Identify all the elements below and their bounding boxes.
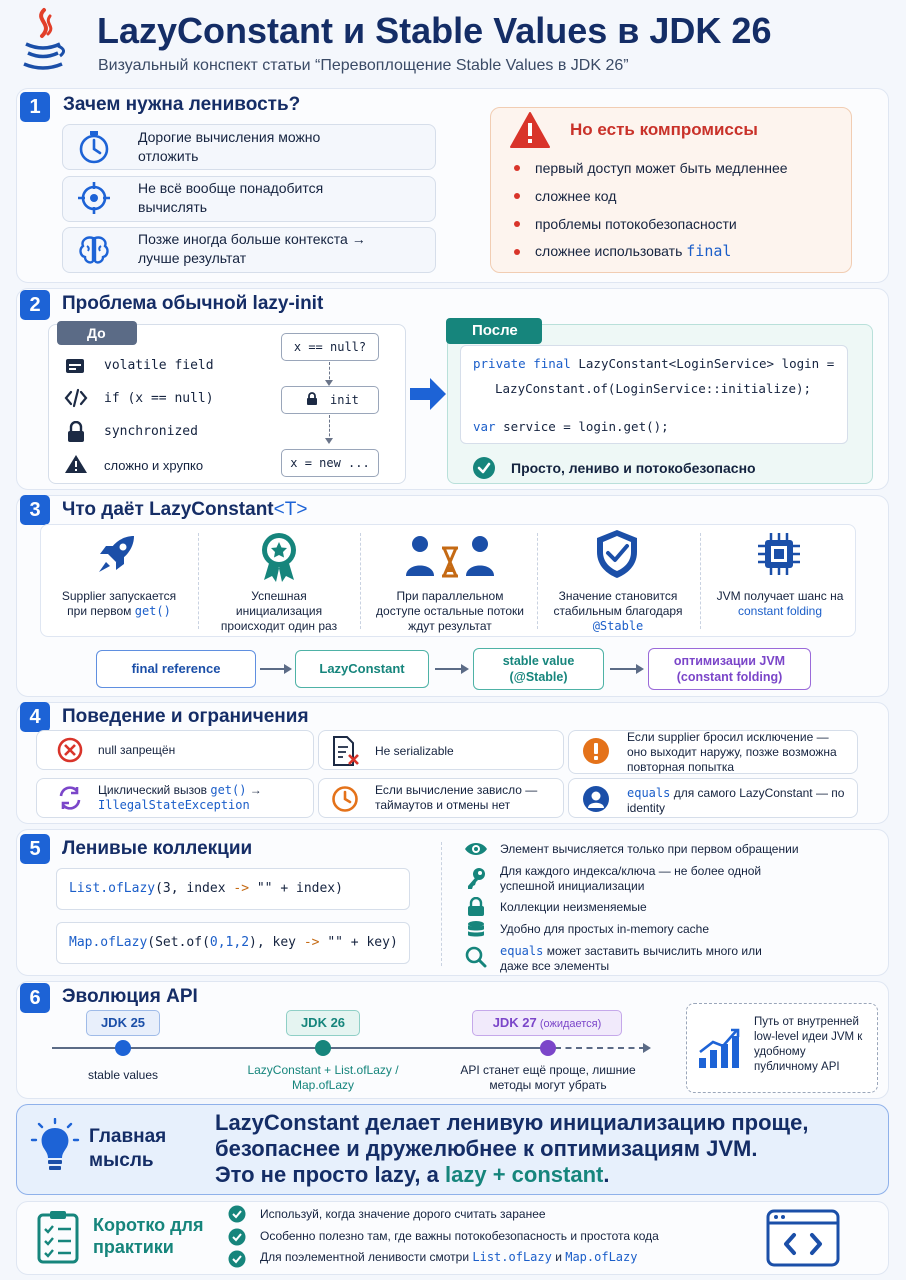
collection-feature bbox=[500, 944, 790, 974]
code-keyword: var bbox=[473, 419, 496, 434]
people-hourglass-icon bbox=[404, 534, 496, 583]
page-subtitle: Визуальный конспект статьи “Перевоплощение Stable Values в JDK 26” bbox=[98, 57, 629, 74]
section-4-number: 4 bbox=[20, 702, 50, 732]
key-icon bbox=[465, 866, 487, 895]
section-2-number: 2 bbox=[20, 290, 50, 320]
tradeoff-text bbox=[535, 242, 731, 261]
collection-feature: Удобно для простых in-memory cache bbox=[500, 922, 710, 936]
section-3-title-generic: <T> bbox=[273, 499, 308, 520]
main-idea-label: Главная мысль bbox=[89, 1126, 167, 1171]
milestone-version: JDK 27 bbox=[492, 1015, 537, 1030]
feature-text: При параллельном доступе остальные потоки ждут результат bbox=[376, 589, 524, 633]
code-text: LazyConstant<LoginService> login = bbox=[570, 356, 835, 371]
feature-text-main: Значение становится стабильным благодаря bbox=[553, 589, 683, 618]
main-idea-text: . bbox=[603, 1162, 610, 1187]
behavior-code: equals bbox=[627, 786, 671, 800]
section-6-number: 6 bbox=[20, 983, 50, 1013]
section-1-title: Зачем нужна ленивость? bbox=[63, 94, 301, 115]
milestone-label bbox=[472, 1010, 622, 1036]
practice-item: Особенно полезно там, где важны потокобезопасность и простота кода bbox=[260, 1229, 659, 1243]
chain-arrow-head bbox=[636, 664, 644, 674]
code-method: Map.ofLazy bbox=[69, 935, 148, 950]
collection-feature-text: может заставить вычислить много или даже все элементы bbox=[500, 944, 762, 973]
tradeoff-bullet bbox=[514, 221, 520, 227]
section-4-title: Поведение и ограничения bbox=[62, 706, 309, 727]
divider bbox=[198, 533, 199, 629]
main-idea-highlight: lazy + constant bbox=[445, 1162, 604, 1187]
main-idea-text: Это не просто lazy, а bbox=[215, 1162, 445, 1187]
cycle-icon bbox=[57, 785, 83, 816]
code-arrow: -> bbox=[233, 881, 250, 896]
code-text: "" + key) bbox=[319, 935, 398, 950]
feature-text: Успешная инициализация происходит один раз bbox=[220, 589, 338, 633]
target-icon bbox=[76, 180, 112, 221]
collection-feature: Элемент вычисляется только при первом обращении bbox=[500, 842, 799, 856]
flow-step: init bbox=[330, 393, 359, 407]
tradeoffs-title: Но есть компромиссы bbox=[570, 120, 758, 139]
before-item: if (x == null) bbox=[104, 391, 214, 406]
divider bbox=[360, 533, 361, 629]
page-title: LazyConstant и Stable Values в JDK 26 bbox=[97, 10, 772, 51]
search-icon bbox=[465, 946, 487, 973]
forbidden-icon bbox=[57, 737, 83, 768]
section-3-title bbox=[62, 499, 307, 521]
divider bbox=[537, 533, 538, 629]
lazy-reason-text: Дорогие вычисления можно отложить bbox=[138, 129, 321, 164]
milestone-desc: LazyConstant + List.ofLazy / Map.ofLazy bbox=[247, 1063, 399, 1092]
milestone-dot bbox=[315, 1040, 331, 1056]
practice-item bbox=[260, 1250, 637, 1265]
shield-check-icon bbox=[594, 528, 640, 585]
feature-text bbox=[548, 589, 688, 634]
divider bbox=[700, 533, 701, 629]
chain-arrow bbox=[435, 668, 463, 670]
tradeoff-text: первый доступ может быть медленнее bbox=[535, 160, 788, 176]
milestone-desc: API станет ещё проще, лишние методы могут убрать bbox=[460, 1063, 636, 1092]
code-text: ), key bbox=[249, 935, 304, 950]
behavior-code: get() bbox=[210, 783, 247, 797]
section-3-number: 3 bbox=[20, 495, 50, 525]
stopwatch-icon bbox=[76, 129, 112, 170]
lazy-reason-text: Позже иногда больше контекста → лучше результат bbox=[138, 231, 366, 266]
check-circle-icon bbox=[228, 1205, 246, 1228]
lazy-reason-text: Не всё вообще понадобится вычислять bbox=[138, 180, 324, 215]
section-2-title: Проблема обычной lazy-init bbox=[62, 293, 324, 314]
tradeoff-bullet bbox=[514, 249, 520, 255]
practice-code: List.ofLazy bbox=[472, 1250, 552, 1264]
chain-node: stable value (@Stable) bbox=[473, 648, 604, 690]
code-icon bbox=[64, 388, 88, 413]
big-arrow-right-icon bbox=[408, 374, 448, 419]
tradeoff-bullet bbox=[514, 193, 520, 199]
behavior-text-main: для самого LazyConstant — по identity bbox=[627, 786, 845, 815]
main-idea-line: LazyConstant делает ленивую инициализацию проще, bbox=[215, 1110, 809, 1135]
practice-text: и bbox=[551, 1250, 566, 1264]
chain-arrow-head bbox=[461, 664, 469, 674]
lightbulb-icon bbox=[30, 1118, 80, 1179]
before-item: synchronized bbox=[104, 424, 198, 439]
section-3-title-text: Что даёт LazyConstant bbox=[62, 499, 274, 520]
warning-icon bbox=[509, 111, 551, 154]
warning-icon bbox=[64, 454, 88, 479]
chain-node: LazyConstant bbox=[295, 650, 429, 688]
alert-circle-icon bbox=[582, 737, 610, 770]
milestone-label: JDK 25 bbox=[86, 1010, 160, 1036]
feature-text bbox=[54, 589, 184, 619]
code-line: LazyConstant.of(LoginService::initialize); bbox=[495, 381, 812, 396]
after-label: После bbox=[446, 318, 542, 344]
milestone-desc: stable values bbox=[87, 1068, 159, 1082]
main-idea-line bbox=[215, 1162, 609, 1188]
behavior-text-arrow: → bbox=[246, 783, 262, 797]
code-text: (3, index bbox=[155, 881, 234, 896]
chain-node: оптимизации JVM (constant folding) bbox=[648, 648, 811, 690]
equals-code: equals bbox=[500, 944, 544, 958]
practice-item: Используй, когда значение дорого считать заранее bbox=[260, 1207, 546, 1221]
check-circle-icon bbox=[228, 1250, 246, 1273]
flow-step: x == null? bbox=[281, 333, 379, 361]
tradeoff-text: проблемы потокобезопасности bbox=[535, 216, 737, 232]
code-snippet bbox=[56, 922, 410, 964]
check-circle-icon bbox=[472, 456, 496, 485]
behavior-text: Если supplier бросил исключение — оно выходит наружу, позже возможна повторная попытка bbox=[627, 730, 837, 774]
lock-icon bbox=[467, 897, 485, 922]
final-keyword: final bbox=[686, 242, 732, 260]
before-item: сложно и хрупко bbox=[104, 458, 204, 473]
lock-icon bbox=[306, 392, 318, 411]
practice-code: Map.ofLazy bbox=[565, 1250, 638, 1264]
section-5-title: Ленивые коллекции bbox=[62, 838, 253, 859]
after-result: Просто, лениво и потокобезопасно bbox=[511, 460, 756, 476]
milestone-label: JDK 26 bbox=[286, 1010, 360, 1036]
tradeoff-text: сложнее код bbox=[535, 188, 617, 204]
milestone-dot bbox=[115, 1040, 131, 1056]
code-line bbox=[473, 419, 669, 434]
behavior-text: null запрещён bbox=[98, 743, 176, 757]
eye-icon bbox=[464, 841, 488, 862]
feature-code: get() bbox=[134, 604, 171, 618]
timeline-arrow-head bbox=[643, 1043, 651, 1053]
check-circle-icon bbox=[228, 1228, 246, 1251]
code-text: "" + index) bbox=[249, 881, 343, 896]
chip-icon bbox=[756, 531, 802, 582]
database-icon bbox=[467, 920, 485, 945]
code-line bbox=[473, 356, 834, 371]
practice-text: Для поэлементной ленивости смотри bbox=[260, 1250, 473, 1264]
tradeoff-text-prefix: сложнее использовать bbox=[535, 243, 687, 259]
window-icon bbox=[64, 356, 86, 381]
code-number: 0,1,2 bbox=[209, 935, 250, 950]
user-icon bbox=[582, 785, 610, 818]
chart-growth-icon bbox=[697, 1024, 743, 1075]
code-method: List.ofLazy bbox=[69, 881, 156, 896]
code-keyword: private final bbox=[473, 356, 571, 371]
divider bbox=[441, 842, 442, 966]
evolution-note: Путь от внутренней low-level идеи JVM к удобному публичному API bbox=[754, 1016, 863, 1073]
behavior-text-main: Циклический вызов bbox=[98, 783, 211, 797]
exception-name: IllegalStateException bbox=[98, 798, 250, 812]
feature-text bbox=[712, 589, 848, 619]
chain-arrow bbox=[260, 668, 286, 670]
collection-feature: Для каждого индекса/ключа — не более одной успешной инициализации bbox=[500, 864, 762, 893]
timeline-future bbox=[555, 1047, 645, 1049]
code-text: (Set.of( bbox=[147, 935, 210, 950]
chain-node: final reference bbox=[96, 650, 256, 688]
code-snippet bbox=[56, 868, 410, 910]
rocket-icon bbox=[94, 532, 140, 583]
award-icon bbox=[256, 530, 302, 587]
code-text: service = login.get(); bbox=[495, 419, 669, 434]
feature-highlight: constant folding bbox=[737, 604, 823, 618]
clipboard-check-icon bbox=[36, 1208, 80, 1269]
clock-icon bbox=[331, 785, 359, 818]
feature-text-main: JVM получает шанс на bbox=[716, 589, 844, 603]
main-idea-line: безопаснее и дружелюбнее к оптимизациям JVM. bbox=[215, 1136, 758, 1161]
section-1-number: 1 bbox=[20, 92, 50, 122]
section-5-number: 5 bbox=[20, 834, 50, 864]
flow-arrow-head bbox=[325, 438, 333, 444]
practice-label: Коротко для практики bbox=[93, 1215, 204, 1257]
behavior-text bbox=[98, 783, 262, 813]
feature-text-main: Supplier запускается при первом bbox=[61, 589, 177, 618]
behavior-text bbox=[627, 786, 849, 816]
flow-step: x = new ... bbox=[281, 449, 379, 477]
milestone-dot bbox=[540, 1040, 556, 1056]
chain-arrow-head bbox=[284, 664, 292, 674]
milestone-note: (ожидается) bbox=[536, 1018, 602, 1030]
feature-code: @Stable bbox=[592, 619, 644, 633]
before-item: volatile field bbox=[104, 358, 214, 373]
before-label: До bbox=[57, 321, 137, 345]
document-x-icon bbox=[331, 735, 361, 772]
section-6-title: Эволюция API bbox=[62, 986, 198, 1007]
code-window-icon bbox=[766, 1209, 840, 1272]
tradeoff-bullet bbox=[514, 165, 520, 171]
behavior-text: Не serializable bbox=[375, 744, 454, 758]
behavior-text: Если вычисление зависло — таймаутов и отмены нет bbox=[375, 783, 538, 812]
chain-arrow bbox=[610, 668, 638, 670]
code-arrow: -> bbox=[303, 935, 320, 950]
lock-icon bbox=[66, 421, 86, 448]
collection-feature: Коллекции неизменяемые bbox=[500, 900, 647, 914]
java-logo bbox=[14, 6, 72, 76]
brain-icon bbox=[76, 232, 112, 273]
